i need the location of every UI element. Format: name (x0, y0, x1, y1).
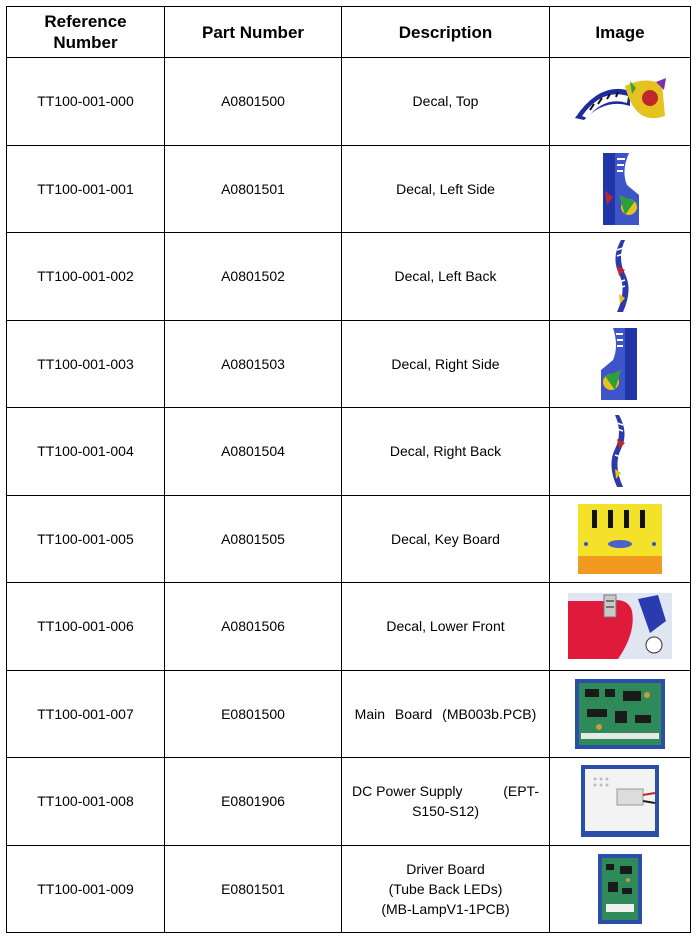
header-reference-number: Reference Number (7, 7, 165, 58)
table-header-row (7, 7, 691, 58)
reference-number-cell: TT100-001-004 (7, 408, 165, 496)
description-cell (342, 758, 550, 846)
image-cell (550, 145, 691, 233)
description-cell: Decal, Key Board (342, 495, 550, 583)
table-row (7, 495, 691, 583)
part-number-cell: A0801502 (165, 233, 342, 321)
table-row (7, 58, 691, 146)
description-cell (342, 845, 550, 933)
part-number-cell: A0801506 (165, 583, 342, 671)
reference-number-cell: TT100-001-001 (7, 145, 165, 233)
header-image: Image (550, 7, 691, 58)
image-cell (550, 58, 691, 146)
table-row (7, 758, 691, 846)
description-line: (EPT- (503, 783, 539, 800)
power-supply-photo-icon (581, 765, 659, 837)
part-number-cell: E0801906 (165, 758, 342, 846)
description-line: Driver Board (406, 860, 485, 877)
description-cell: Decal, Lower Front (342, 583, 550, 671)
decal-right-side-art-icon (595, 326, 645, 402)
description-cell: Decal, Left Back (342, 233, 550, 321)
description-cell: Decal, Left Side (342, 145, 550, 233)
description-line: (MB-LampV1-1PCB) (381, 900, 510, 917)
decal-key-board-art-icon (578, 504, 662, 574)
image-cell (550, 233, 691, 321)
reference-number-cell: TT100-001-006 (7, 583, 165, 671)
table-row (7, 320, 691, 408)
table-row (7, 145, 691, 233)
reference-number-cell: TT100-001-002 (7, 233, 165, 321)
reference-number-cell: TT100-001-003 (7, 320, 165, 408)
description-cell: Decal, Top (342, 58, 550, 146)
description-line: DC Power Supply (352, 783, 463, 800)
header-part-number: Part Number (165, 7, 342, 58)
reference-number-cell: TT100-001-009 (7, 845, 165, 933)
image-cell (550, 758, 691, 846)
description-cell: Decal, Right Back (342, 408, 550, 496)
table-row (7, 583, 691, 671)
decal-top-art-icon (570, 76, 670, 126)
image-cell (550, 583, 691, 671)
header-description: Description (342, 7, 550, 58)
decal-right-back-art-icon (605, 413, 635, 489)
reference-number-cell: TT100-001-005 (7, 495, 165, 583)
part-number-cell: E0801500 (165, 670, 342, 758)
driver-board-photo-icon (598, 854, 642, 924)
description-line: (Tube Back LEDs) (388, 880, 503, 897)
table-row (7, 845, 691, 933)
decal-lower-front-art-icon (568, 593, 672, 659)
part-number-cell: A0801505 (165, 495, 342, 583)
table-row (7, 408, 691, 496)
image-cell (550, 495, 691, 583)
table-row (7, 233, 691, 321)
image-cell (550, 320, 691, 408)
main-board-photo-icon (575, 679, 665, 749)
image-cell (550, 845, 691, 933)
description-line: S150-S12) (412, 803, 479, 820)
image-cell (550, 670, 691, 758)
part-number-cell: A0801501 (165, 145, 342, 233)
reference-number-cell: TT100-001-008 (7, 758, 165, 846)
image-cell (550, 408, 691, 496)
decal-left-side-art-icon (595, 151, 645, 227)
parts-table (6, 6, 691, 933)
part-number-cell: E0801501 (165, 845, 342, 933)
reference-number-cell: TT100-001-000 (7, 58, 165, 146)
part-number-cell: A0801503 (165, 320, 342, 408)
description-cell: Main Board (MB003b.PCB) (342, 670, 550, 758)
part-number-cell: A0801504 (165, 408, 342, 496)
reference-number-cell: TT100-001-007 (7, 670, 165, 758)
description-cell: Decal, Right Side (342, 320, 550, 408)
part-number-cell: A0801500 (165, 58, 342, 146)
decal-left-back-art-icon (605, 238, 635, 314)
table-row (7, 670, 691, 758)
